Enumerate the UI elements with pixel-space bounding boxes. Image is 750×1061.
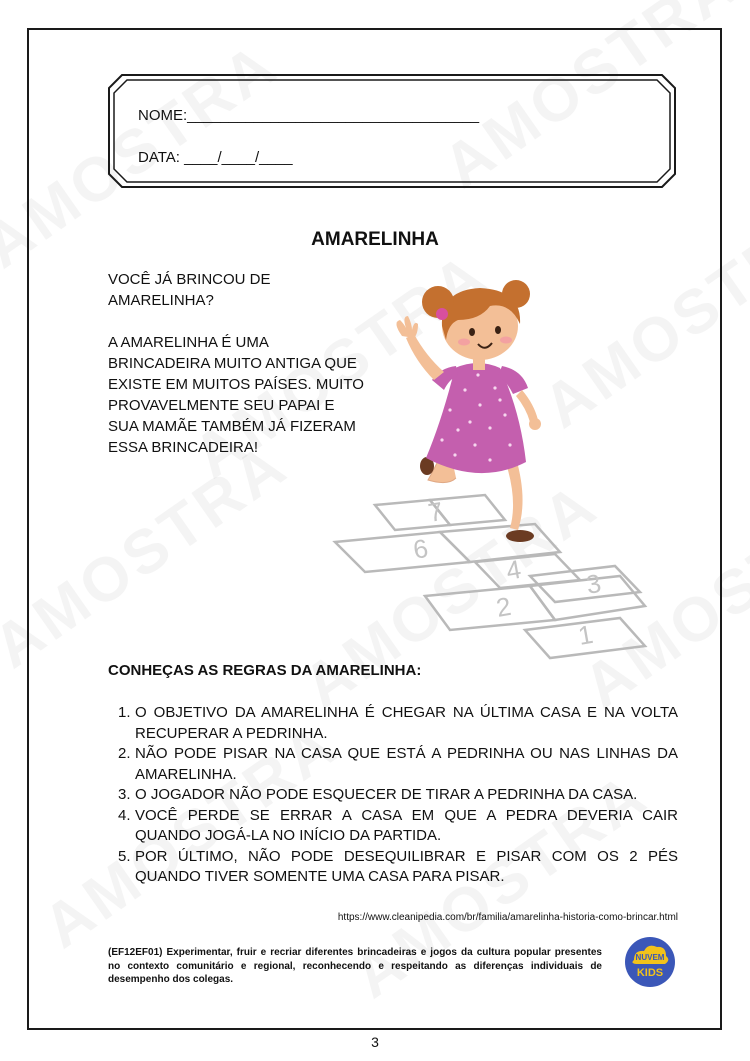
intro-question [108,269,271,311]
rule-text: O OBJETIVO DA AMARELINHA É CHEGAR NA ÚLTIMA CASA E NA VOLTA RECUPERAR A PEDRINHA. [135,704,678,742]
rule-text: VOCÊ PERDE SE ERRAR A CASA EM QUE A PEDRA DEVERIA CAIR QUANDO JOGÁ-LA NO INÍCIO DA PARTIDA. [135,806,678,844]
rule-text: POR ÚLTIMO, NÃO PODE DESEQUILIBRAR E PISAR COM OS 2 PÉS QUANDO TIVER SOMENTE UMA CASA PARA PISAR. [135,847,678,885]
rule-text: NÃO PODE PISAR NA CASA QUE ESTÁ A PEDRINHA OU NAS LINHAS DA AMARELINHA. [135,745,678,783]
rule-item [118,744,678,785]
hopscotch-number: 4 [503,553,524,586]
intro-paragraph [108,332,364,458]
intro-line: VOCÊ JÁ BRINCOU DE [108,271,271,288]
hopscotch-number: 7 [425,495,446,528]
rule-number: 5. [118,847,131,865]
name-field[interactable]: NOME:___________________________________ [138,107,480,124]
source-link[interactable]: https://www.cleanipedia.com/br/familia/amarelinha-historia-como-brincar.html [337,912,678,923]
header-box [108,74,676,188]
rule-item [118,703,678,744]
hopscotch-number: 2 [493,590,514,623]
intro-line: ESSA BRINCADEIRA! [108,439,259,456]
rule-item [118,806,678,847]
rule-number: 3. [118,786,131,803]
intro-line: EXISTE EM MUITOS PAÍSES. MUITO [108,376,364,393]
intro-line: SUA MAMÃE TAMBÉM JÁ FIZERAM [108,418,356,435]
page-number: 3 [371,1034,379,1050]
girl-character [396,280,541,542]
bncc-skill [108,946,602,987]
intro-line: BRINCADEIRA MUITO ANTIGA QUE [108,355,357,372]
hopscotch-illustration [330,280,690,670]
rule-number: 1. [118,704,131,721]
logo-text-top: NUVEM [635,953,665,962]
rule-text: O JOGADOR NÃO PODE ESQUECER DE TIRAR A PEDRINHA DA CASA. [135,786,638,803]
date-field[interactable]: DATA: ____/____/____ [138,149,293,166]
nuvem-kids-logo [624,936,676,988]
intro-line: AMARELINHA? [108,292,214,309]
rule-item [118,785,678,806]
rules-heading: CONHEÇAS AS REGRAS DA AMARELINHA: [108,662,422,679]
rule-number: 4. [118,806,131,824]
hopscotch-number: 3 [583,567,604,600]
hopscotch-number: 1 [575,618,596,651]
rule-item [118,847,678,888]
hopscotch-number: 6 [410,532,431,565]
page-title: AMARELINHA [311,229,439,250]
rule-number: 2. [118,745,131,762]
intro-line: PROVAVELMENTE SEU PAPAI E [108,397,335,414]
intro-line: A AMARELINHA É UMA [108,334,269,351]
bncc-text: Experimentar, fruir e recriar diferentes brincadeiras e jogos da cultura popular presentes no contexto comunitário e regional, reconhecendo e respeitando as diferenças individuais de desempenho dos colegas. [108,947,602,985]
logo-text-bottom: KIDS [636,967,664,979]
bncc-code: (EF12EF01) [108,947,163,958]
rules-list [118,703,678,888]
